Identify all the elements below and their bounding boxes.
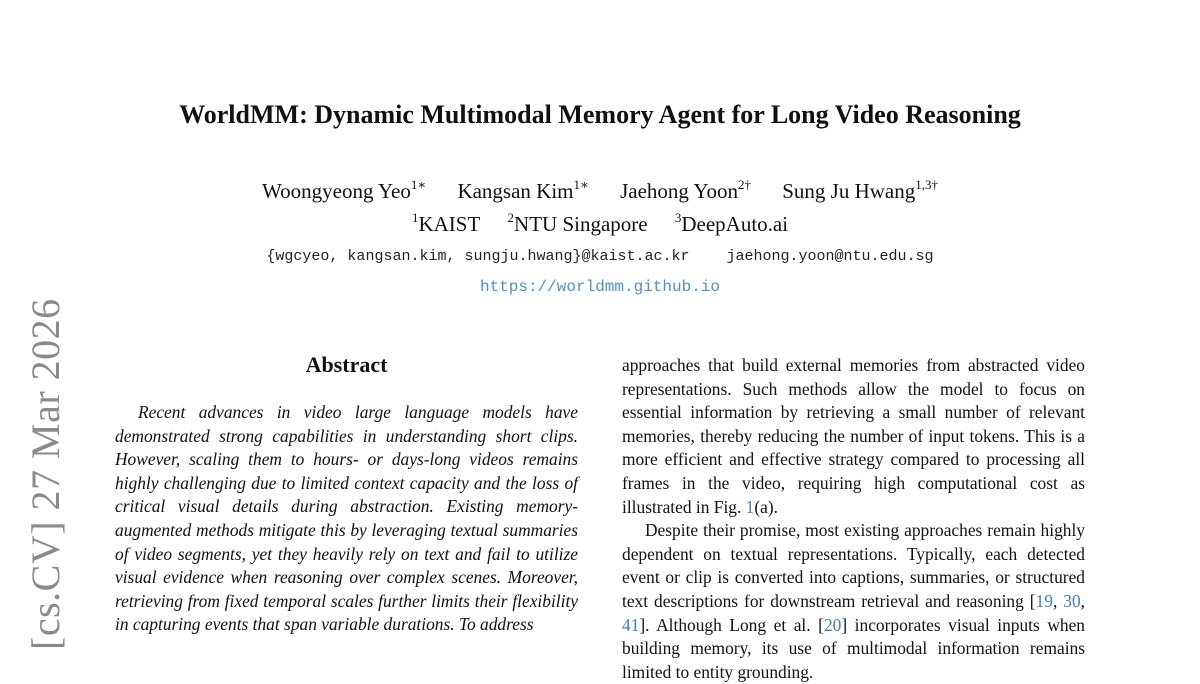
intro-p2-text-c: ] incorporates visual inputs when building memory, its use of multimodal information remains limited to entity grounding. [622,614,1085,682]
contact-emails [0,246,1200,268]
intro-column [622,354,1085,684]
author-affil-mark: 1∗ [573,177,589,192]
affiliation-mark: 3 [674,210,682,225]
intro-p1-tail: (a). [754,496,779,517]
intro-p2-text-a: Despite their promise, most existing approaches remain highly dependent on textual representations. Typically, each detected event or clip is converted into captions, summaries, or structured text descriptions for downstream retrieval and reasoning [ [622,520,1085,611]
author-affil-mark: 2† [737,177,751,192]
author-name: Kangsan Kim [457,179,574,203]
affiliation-3 [675,212,788,236]
author-4 [782,179,938,203]
figure-ref[interactable]: 1 [745,496,755,517]
author-2 [457,179,588,203]
affiliation-1 [412,212,480,236]
affiliation-mark: 2 [507,210,515,225]
citation-ref[interactable]: 30 [1063,590,1081,611]
intro-paragraph-1 [622,354,1085,519]
arxiv-side-stamp: [cs.CV] 27 Mar 2026 [23,298,68,650]
citation-sep: , [1052,590,1064,611]
affiliation-name: KAIST [418,212,481,236]
author-affil-mark: 1∗ [410,177,427,192]
author-affil-mark: 1,3† [915,177,938,192]
intro-p2-text-b: ]. Although Long et al. [ [639,614,824,635]
citation-ref[interactable]: 20 [823,614,842,635]
affiliation-name: DeepAuto.ai [681,212,789,236]
author-name: Sung Ju Hwang [782,179,916,203]
email-kaist[interactable]: {wgcyeo, kangsan.kim, sungju.hwang}@kaist.ac.kr [266,248,690,265]
citation-sep: , [1080,590,1085,611]
abstract-body: Recent advances in video large language models have demonstrated strong capabilities in understanding short clips. However, scaling them to hours- or days-long videos remains highly challenging due to limited context capacity and the loss of critical visual details during abstraction. Existing memory-augmented methods mitigate this by leveraging textual summaries of video segments, yet they heavily rely on text and fail to utilize visual evidence when reasoning over complex scenes. Moreover, retrieving from fixed temporal scales further limits their flexibility in capturing events that span variable durations. To address [115,402,578,635]
affiliation-2 [508,212,648,236]
intro-p1-text: approaches that build external memories from abstracted video representations. Such methods allow the model to focus on essential information by retrieving a small number of relevant memories, thereby reducing the number of input tokens. This is a more efficient and effective strategy compared to processing all frames in the video, requiring high computational cost as illustrated in Fig. [622,355,1085,517]
author-list [0,176,1200,206]
affiliation-mark: 1 [411,210,419,225]
author-1 [262,179,426,203]
citation-ref[interactable]: 41 [622,614,640,635]
project-url-link[interactable]: https://worldmm.github.io [479,278,721,296]
email-ntu[interactable]: jaehong.yoon@ntu.edu.sg [726,248,934,265]
author-name: Jaehong Yoon [620,179,738,203]
citation-ref[interactable]: 19 [1035,590,1053,611]
intro-paragraph-2 [622,519,1085,684]
author-name: Woongyeong Yeo [262,179,411,203]
author-3 [620,179,751,203]
project-url-line [0,276,1200,298]
paper-title: WorldMM: Dynamic Multimodal Memory Agent for Long Video Reasoning [179,100,1021,129]
abstract-heading: Abstract [305,352,388,377]
affiliation-name: NTU Singapore [514,212,648,236]
affiliation-list [0,209,1200,239]
